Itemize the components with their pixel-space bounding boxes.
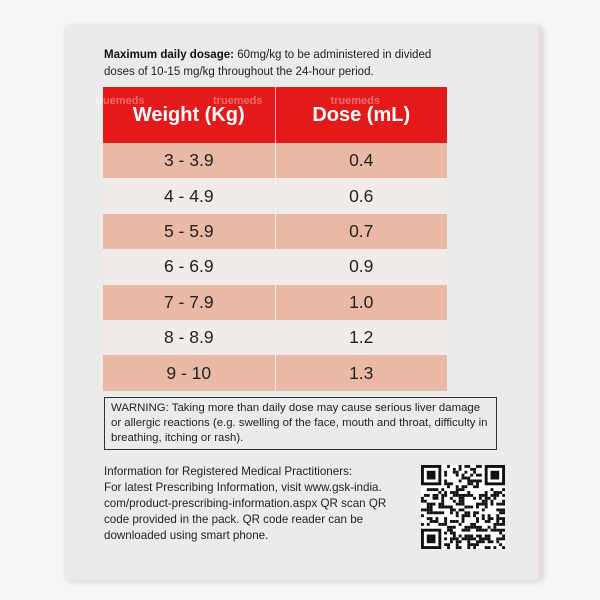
qr-code[interactable] xyxy=(421,465,505,549)
header-weight-label: Weight (Kg) xyxy=(132,103,245,126)
weight-cell: 3 - 3.9 xyxy=(103,143,276,178)
table-row xyxy=(103,320,447,355)
dose-cell: 1.3 xyxy=(349,362,374,383)
warning-box: WARNING: Taking more than daily dose may cause serious liver damage or allergic reactions (e.g. swelling of the face, mouth and throat, difficulty in breathing, itching or rash). xyxy=(104,397,497,450)
dose-cell: 1.0 xyxy=(349,291,374,312)
weight-cell: 4 - 4.9 xyxy=(103,178,276,213)
header-weight xyxy=(95,87,276,143)
table-row xyxy=(103,285,447,320)
max-dosage-text xyxy=(104,46,457,80)
watermark: truemeds xyxy=(330,95,381,107)
table-header xyxy=(95,87,447,143)
dose-cell: 0.4 xyxy=(349,150,374,171)
weight-cell: 6 - 6.9 xyxy=(103,249,276,284)
watermark: truemeds xyxy=(213,95,263,107)
header-dose xyxy=(276,87,448,143)
dose-cell: 0.7 xyxy=(349,220,374,241)
table-row xyxy=(103,249,447,284)
table-row xyxy=(103,143,447,178)
practitioner-info xyxy=(104,464,414,544)
header-dose-label: Dose (mL) xyxy=(312,103,411,126)
weight-cell: 7 - 7.9 xyxy=(103,285,276,320)
dose-cell: 0.9 xyxy=(349,256,374,277)
weight-cell: 5 - 5.9 xyxy=(103,214,276,249)
dosage-table xyxy=(95,87,447,391)
info-text: For latest Prescribing Information, visit www.gsk-india. com/product-prescribing-information.aspx QR scan QR code provided in the pack. QR code reader can be downloaded using smart phone. xyxy=(104,481,387,542)
weight-cell: 9 - 10 xyxy=(103,355,276,390)
dose-cell: 0.6 xyxy=(349,185,374,206)
max-dosage-detail: 60mg/kg to be administered in divided doses of 10-15 mg/kg throughout the 24-hour period. xyxy=(104,47,432,78)
dose-cell: 1.2 xyxy=(349,327,374,348)
table-row xyxy=(103,355,447,390)
panel-edge xyxy=(536,24,542,580)
table-row xyxy=(103,214,447,249)
table-row xyxy=(103,178,447,213)
max-dosage-label: Maximum daily dosage: xyxy=(104,47,234,61)
weight-cell: 8 - 8.9 xyxy=(103,320,276,355)
watermark: truemeds xyxy=(95,95,145,107)
info-heading: Information for Registered Medical Practitioners: xyxy=(104,465,353,478)
